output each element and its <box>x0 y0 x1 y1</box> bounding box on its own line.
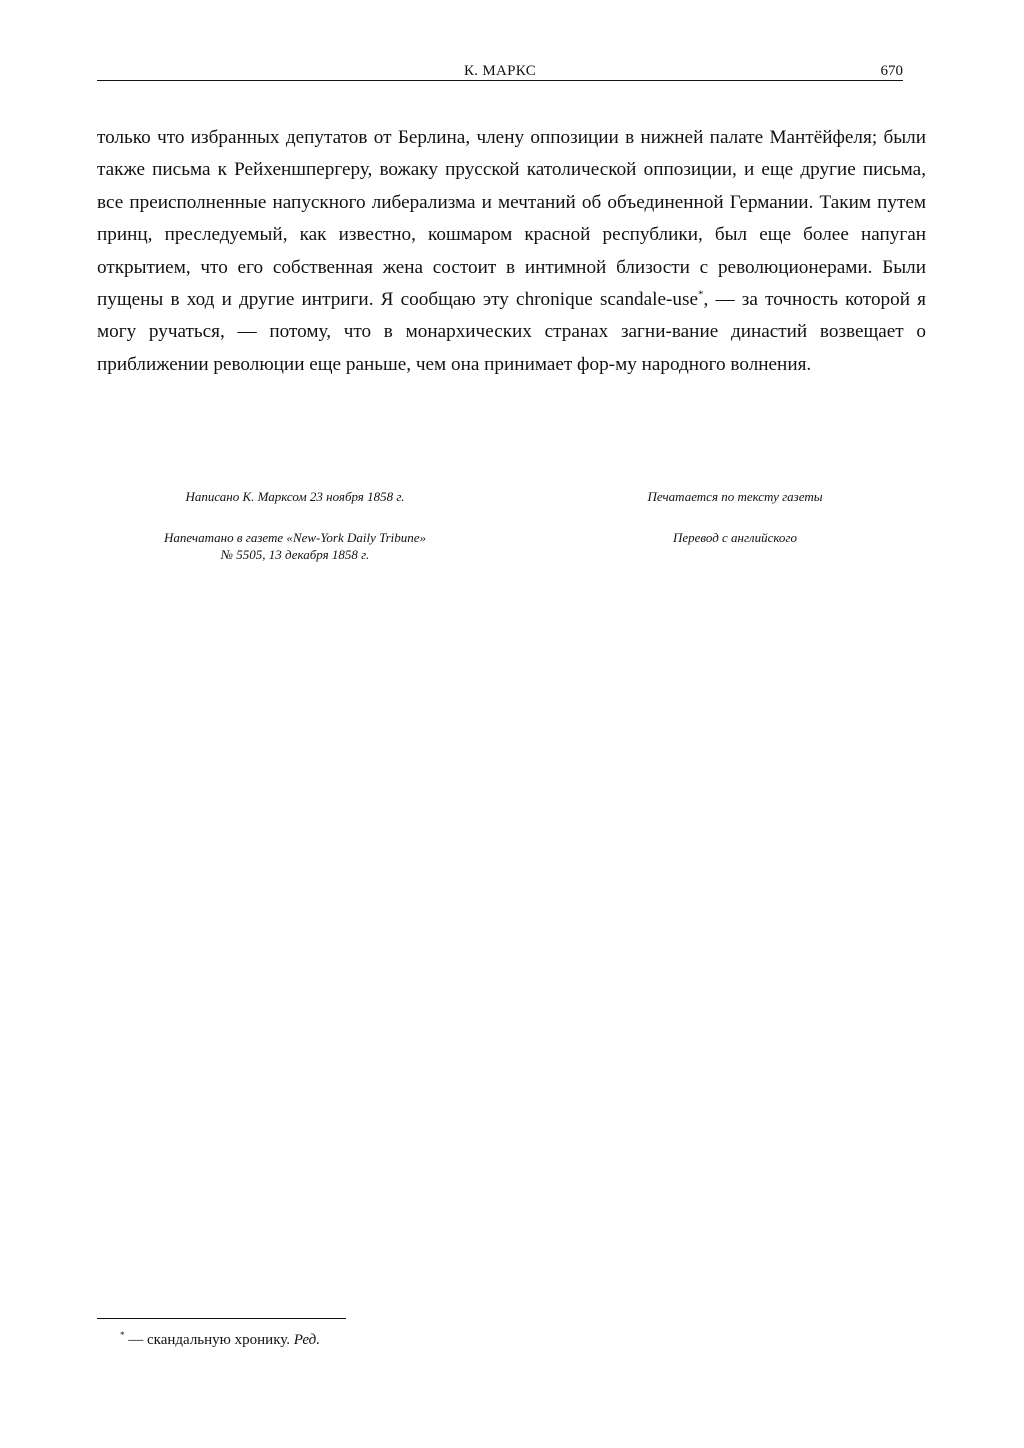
footnote-mark: * <box>120 1330 125 1340</box>
printed-in-line-1: Напечатано в газете «New-York Daily Tribune» <box>163 530 427 545</box>
translation-note: Перевод с английского <box>672 530 798 545</box>
printed-in-note <box>100 529 490 563</box>
written-date-note: Написано К. Марксом 23 ноября 1858 г. <box>185 489 405 504</box>
printed-in-line-2: № 5505, 13 декабря 1858 г. <box>220 547 370 562</box>
paragraph-text-part-1: только что избранных депутатов от Берлина, члену оппозиции в нижней палате Мантёйфеля; были также письма к Рейхеншпергеру, вожаку прусской католической оппозиции, и еще другие письма, все преисполненные напускного либерализма и мечтаний об объединенной Германии. Таким путем принц, преследуемый, как известно, кошмаром красной республики, был еще более напуган открытием, что его собственная жена состоит в интимной близости с революционерами. Были пущены в ход и другие интриги. Я сообщаю эту chronique scandale-use <box>97 127 926 311</box>
footnote-editor-label: Ред. <box>293 1332 321 1348</box>
footnote-text: — скандальную хронику. <box>124 1332 294 1348</box>
source-note: Печатается по тексту газеты <box>647 489 823 504</box>
footnote-divider <box>97 1318 346 1319</box>
page-header <box>97 62 903 81</box>
running-title: К. МАРКС <box>463 63 537 79</box>
footnote-reference-mark[interactable]: * <box>697 288 704 301</box>
page-number: 670 <box>880 63 903 79</box>
main-paragraph <box>97 122 926 381</box>
footnote <box>120 1330 320 1350</box>
paragraph-text-part-2: , — за точность которой я могу ручаться, — потому, что в монархических странах загни-вание династий возвещает о приближении революции еще раньше, чем она принимает фор-му народного волнения. <box>97 289 926 375</box>
